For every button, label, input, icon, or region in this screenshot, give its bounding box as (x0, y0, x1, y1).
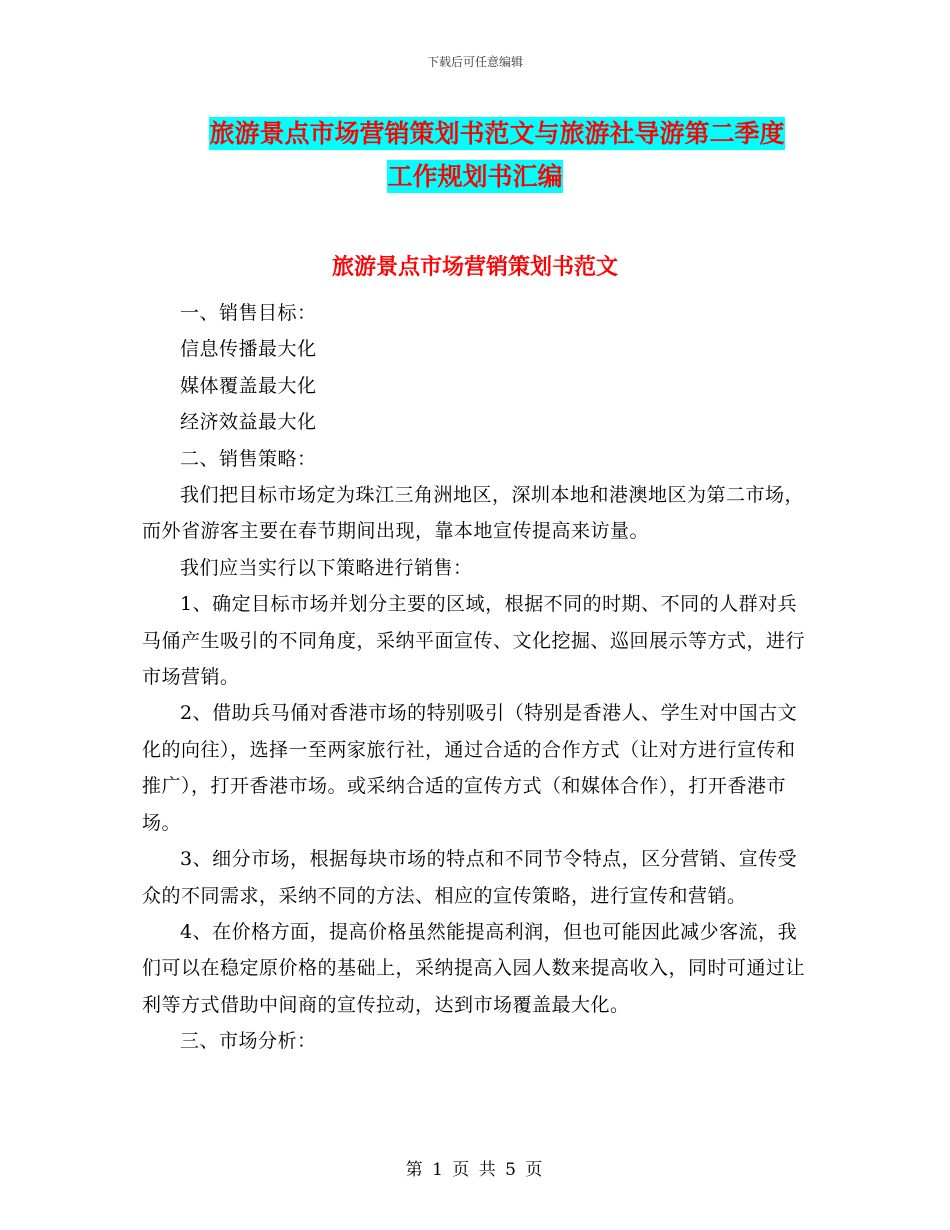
paragraph: 媒体覆盖最大化 (180, 374, 317, 397)
paragraph: 三、市场分析： (180, 1030, 317, 1053)
paragraph: 经济效益最大化 (180, 411, 317, 434)
header-note: 下载后可任意编辑 (426, 55, 523, 69)
paragraph: 2、借助兵马俑对香港市场的特别吸引（特别是香港人、学生对中国古文化的向往），选择一至两家旅行社，通过合适的合作方式（让对方进行宣传和推广），打开香港市场。或采纳合适的宣传方式（和媒体合作），打开香港市场。 (142, 702, 798, 834)
document-title-line-2: 工作规划书汇编 (387, 162, 563, 191)
paragraph: 二、销售策略： (180, 447, 317, 470)
paragraph: 我们把目标市场定为珠江三角洲地区，深圳本地和港澳地区为第二市场，而外省游客主要在春节期间出现，靠本地宣传提高来访量。 (142, 484, 805, 543)
document-title-line-1: 旅游景点市场营销策划书范文与旅游社导游第二季度 (209, 119, 785, 148)
paragraph: 1、确定目标市场并划分主要的区域，根据不同的时期、不同的人群对兵马俑产生吸引的不同角度，采纳平面宣传、文化挖掘、巡回展示等方式，进行市场营销。 (142, 593, 806, 689)
paragraph: 信息传播最大化 (180, 338, 317, 361)
paragraph: 我们应当实行以下策略进行销售： (180, 556, 473, 579)
document-body (142, 295, 808, 1060)
paragraph: 3、细分市场，根据每块市场的特点和不同节令特点，区分营销、宣传受众的不同需求，采纳不同的方法、相应的宣传策略，进行宣传和营销。 (142, 848, 798, 907)
paragraph: 一、销售目标： (180, 302, 317, 324)
paragraph: 4、在价格方面，提高价格虽然能提高利润，但也可能因此减少客流，我们可以在稳定原价格的基础上，采纳提高入园人数来提高收入，同时可通过让利等方式借助中间商的宣传拉动，达到市场覆盖最大化。 (142, 920, 806, 1016)
page-footer: 第 1 页 共 5 页 (405, 1160, 545, 1180)
section-title: 旅游景点市场营销策划书范文 (331, 254, 618, 280)
